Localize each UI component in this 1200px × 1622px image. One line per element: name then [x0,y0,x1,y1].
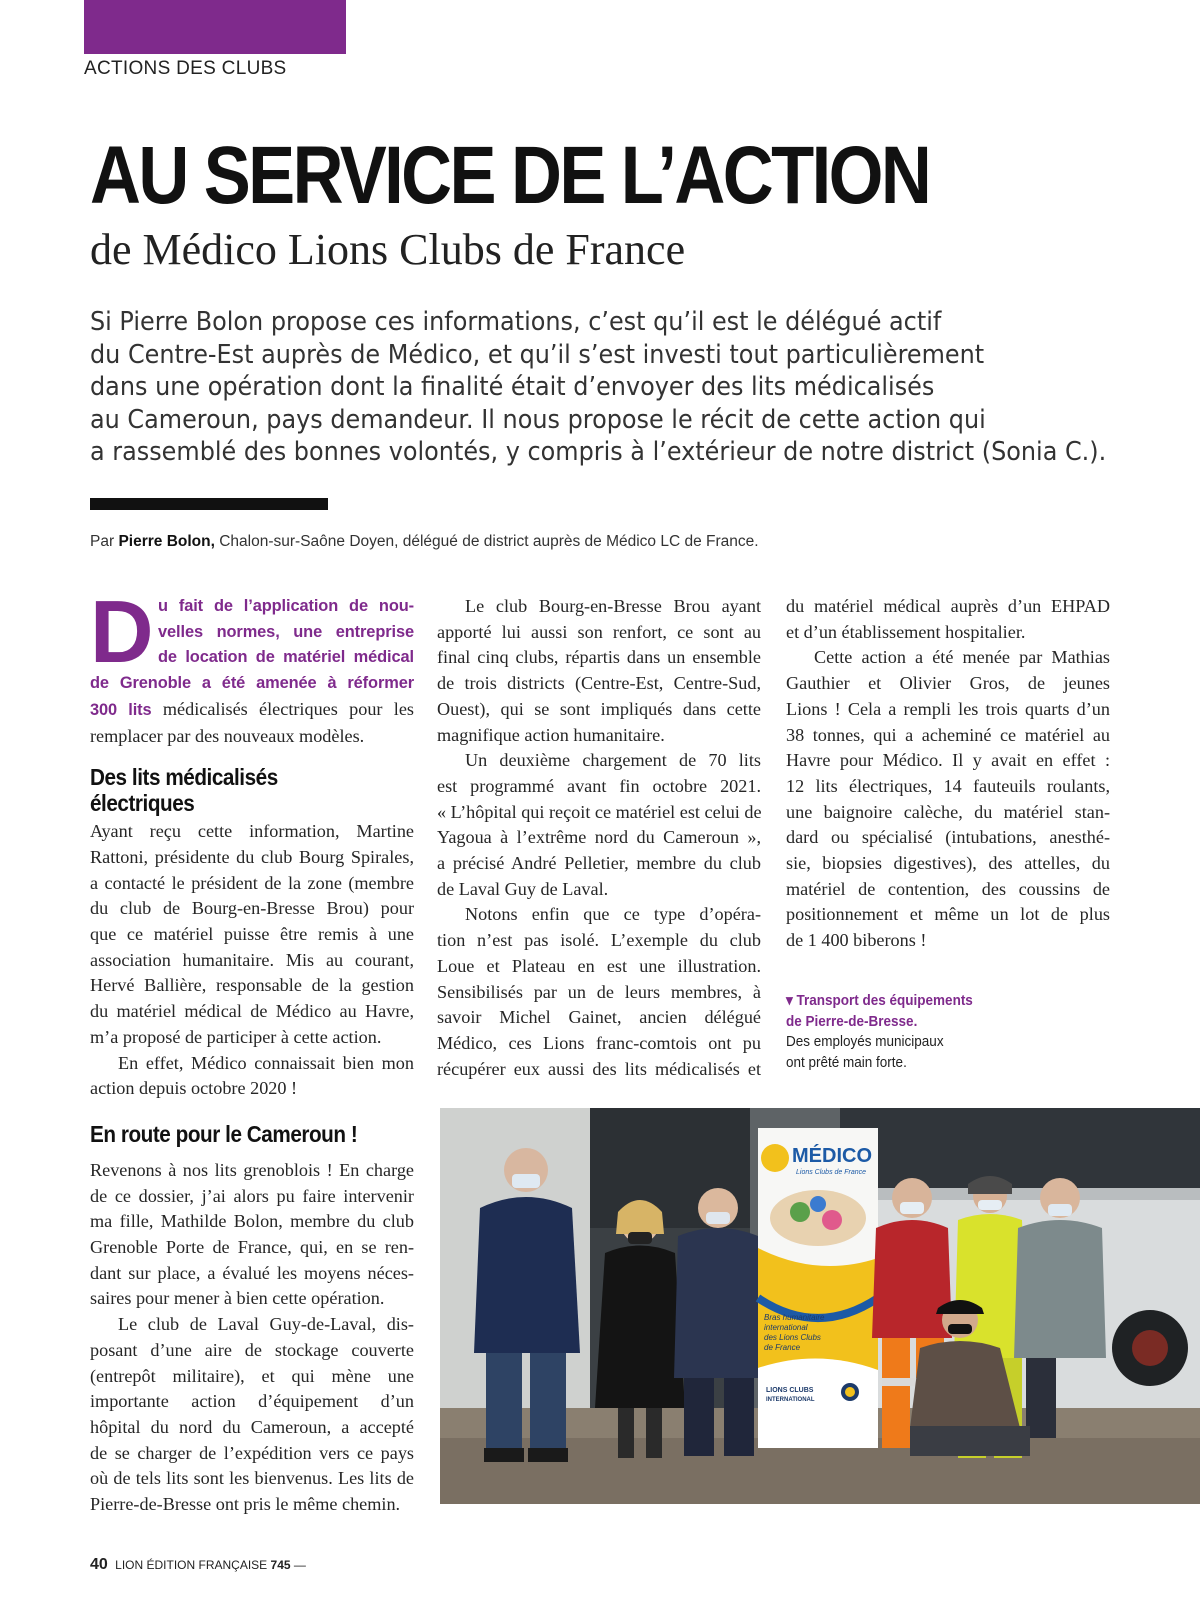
text-line: 38 tonnes, qui a acheminé ce matériel au [786,724,1110,745]
text-line: est programmé avant fin octobre 2021. [437,775,761,796]
article-column-1 [90,582,414,1518]
section-color-tab [84,0,346,54]
text-line: Rattoni, présidente du club Bourg Spirales, [90,846,414,867]
lead-line: de Grenoble a été amenée à réformer [90,674,414,693]
text-line: Loue et Plateau en est une illustration. [437,955,761,976]
text-line: Un deuxième chargement de 70 lits [465,750,761,771]
lead-line-mixed [90,697,414,724]
text-line: apporté lui aussi son renfort, ce sont au [437,621,761,642]
lead-line: u fait de l’application de nou- [158,597,414,615]
section-label: ACTIONS DES CLUBS [84,58,287,79]
byline-prefix: Par [90,533,115,550]
lead-line: velles normes, une entreprise [158,622,414,641]
text-line: Revenons à nos lits grenoblois ! En charge [90,1159,414,1180]
text-line: de ce dossier, j’ai alors pu faire intervenir [90,1185,414,1206]
page-subtitle: de Médico Lions Clubs de France [90,225,686,274]
text-line: de Laval Guy de Laval. [437,878,609,899]
text-line: Havre pour Médico. Il y avait en effet : [786,750,1110,771]
text-line: du club de Bourg-en-Bresse Brou) pour [90,898,414,919]
drop-cap: D [90,582,154,681]
page-footer [90,1556,306,1574]
text-line: hôpital du nord du Cameroun, a accepté [90,1416,414,1437]
text-line: Le club de Laval Guy-de-Laval, dis- [118,1314,414,1335]
page-title: AU SERVICE DE L’ACTION [90,130,930,221]
group-photo [440,1108,1200,1504]
text-line: Ouest), qui se sont impliqués dans cette [437,698,761,719]
text-line: Pierre-de-Bresse ont pris le même chemin. [90,1494,401,1515]
caption-title-line: ▾ Transport des équipements [786,992,973,1009]
text-line: positionnement et même un lot de plus [786,904,1110,925]
text-line: que ce matériel puisse être remis à une [90,924,414,945]
article-column-2 [437,594,761,1082]
text-line: Notons enfin que ce type d’opéra- [465,904,761,925]
byline [90,533,759,551]
text-line: importante action d’équipement d’un [90,1391,414,1412]
text-line: En effet, Médico connaissait bien mon [118,1052,414,1073]
text-line: Gauthier et Olivier Gros, de jeunes [786,673,1110,694]
byline-author: Pierre Bolon, [118,533,215,550]
intro-line: a rassemblé des bonnes volontés, y compris à l’extérieur de notre district (Sonia C.). [90,437,1107,467]
intro-line: au Cameroun, pays demandeur. Il nous propose le récit de cette action qui [90,404,986,435]
caption-text-line: Des employés municipaux [786,1033,944,1050]
heading-line: Des lits médicalisés [90,764,278,790]
lead-line: de location de matériel médical [158,648,414,667]
issue-number: 745 [270,1558,291,1572]
text-line: magnifique action humanitaire. [437,724,665,745]
caption-text-line: ont prêté main forte. [786,1053,907,1071]
publication-name: LION ÉDITION FRANÇAISE [115,1558,268,1572]
section-heading-electric-beds [90,764,278,816]
text-line: action depuis octobre 2020 ! [90,1078,298,1099]
text-line: de se charger de l’expédition vers ce pays [90,1442,414,1463]
text-line: Le club Bourg-en-Bresse Brou ayant [465,596,761,616]
text-line: matériel de contention, des coussins de [786,878,1110,899]
text-line: où de tels lits sont les bienvenus. Les lits de [90,1468,414,1489]
intro-line: du Centre-Est auprès de Médico, et qu’il s’est investi tout particulièrement [90,339,985,370]
banner-brand: MÉDICO [792,1145,872,1167]
text-line: « L’hôpital qui reçoit ce matériel est celui de [437,801,762,822]
banner-footer-line: LIONS CLUBS [766,1387,814,1394]
text-line: Médico, ces Lions franc-comtois ont pu [437,1032,761,1053]
text-line: Lions ! Cela a rempli les trois quarts d’un [786,698,1110,719]
intro-line: dans une opération dont la finalité était d’envoyer des lits médicalisés [90,372,935,402]
intro-paragraph [90,306,1170,469]
text-line: m’a proposé de participer à cette action. [90,1026,382,1047]
text-line: tion n’est pas isolé. L’exemple du club [437,930,761,951]
banner-tagline-line: des Lions Clubs [764,1333,821,1342]
text-line: de trois districts (Centre-Est, Centre-Sud, [437,673,761,694]
caption-title-line: de Pierre-de-Bresse. [786,1012,918,1030]
text-line: Sensibilisés par un de leurs membres, à [437,981,761,1002]
text-line: dard ou spécialisé (intubations, anesthé- [786,827,1110,848]
heading-line: électriques [90,790,195,816]
text-line: Grenoble Porte de France, qui, en se ren- [90,1237,414,1258]
banner-tagline-line: Bras humanitaire [764,1313,825,1322]
text-line: du matériel médical auprès d’un EHPAD [786,596,1110,616]
banner-brand-sub: Lions Clubs de France [796,1169,867,1176]
text-line: et d’un établissement hospitalier. [786,621,1026,642]
text-line: sie, biopsies digestives), des attelles, du [786,853,1110,874]
text-line: a contacté le président de la zone (membre [90,872,414,893]
lead-rest: médicalisés électriques pour les [162,698,414,719]
banner-tagline-line: international [764,1323,808,1332]
footer-dash: — [293,1558,306,1572]
text-line: ma fille, Mathilde Bolon, membre du club [90,1211,414,1232]
text-line: dant sur place, a évalué les moyens néces- [90,1262,414,1283]
text-line: une baignoire calèche, du matériel stan- [786,801,1110,822]
text-line: Hervé Ballière, responsable de la gestion [90,975,414,996]
section-heading-cameroon: En route pour le Cameroun ! [90,1121,358,1147]
text-line: de 1 400 biberons ! [786,930,927,951]
banner-tagline-line: de France [764,1343,801,1352]
banner-footer-line: INTERNATIONAL [766,1397,815,1403]
text-line: posant d’une aire de stockage couverte [90,1339,414,1360]
intro-line: Si Pierre Bolon propose ces informations, c’est qu’il est le délégué actif [90,307,942,337]
text-line: final cinq clubs, répartis dans un ensemble [437,647,761,668]
text-line: Yagoua à l’extrême nord du Cameroun », [437,827,761,848]
photo-caption [786,991,973,1073]
text-line: Cette action a été menée par Mathias [814,647,1110,668]
text-line: savoir Michel Gainet, ancien délégué [437,1007,761,1028]
text-line: récupérer eux aussi des lits médicalisés et [437,1058,761,1079]
text-line: association humanitaire. Mis au courant, [90,949,414,970]
lead-bold-count: 300 lits [90,700,152,719]
text-line: a précisé André Pelletier, membre du club [437,853,761,874]
text-line: 12 lits électriques, 14 fauteuils roulants, [786,775,1110,796]
byline-detail: Chalon-sur-Saône Doyen, délégué de district auprès de Médico LC de France. [219,533,759,550]
text-line: saires pour mener à bien cette opération. [90,1288,385,1309]
text-line: remplacer par des nouveaux modèles. [90,725,365,746]
article-column-3 [786,594,1110,954]
text-line: Ayant reçu cette information, Martine [90,821,414,842]
text-line: du matériel médical de Médico au Havre, [90,1001,414,1022]
text-line: (entrepôt militaire), et qui mène une [90,1365,414,1386]
page-number: 40 [90,1556,108,1573]
divider-rule [90,498,328,510]
